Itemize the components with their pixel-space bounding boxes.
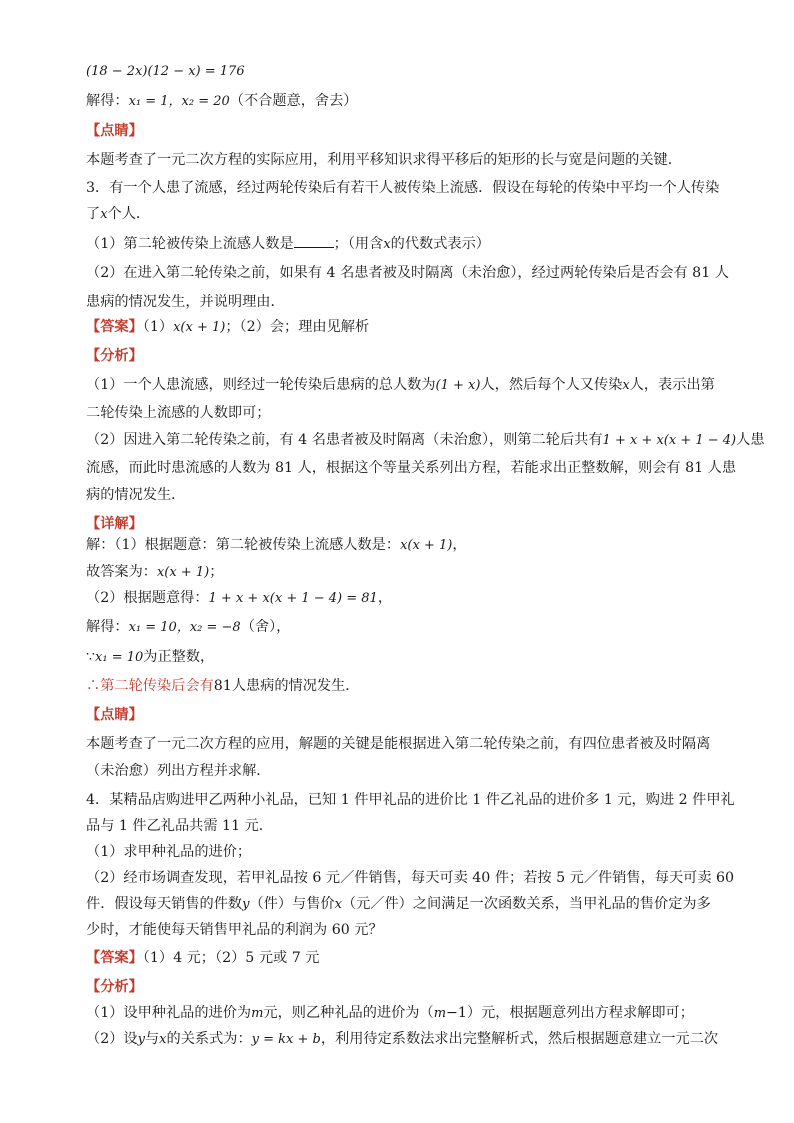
because-symbol: ∵ — [86, 649, 96, 665]
text: ， — [377, 590, 393, 606]
paragraph-line — [86, 205, 716, 224]
text: 解得： — [86, 93, 129, 109]
sub-question-line: （1）求甲种礼品的进价； — [86, 844, 252, 860]
text: 解：（1）根据题意：第二轮被传染上流感人数是： — [86, 537, 401, 553]
equation: y = kx + b — [251, 1032, 321, 1047]
text: 81 — [213, 678, 232, 694]
section-tag — [86, 347, 716, 365]
answer-blank — [294, 235, 334, 248]
paragraph-line — [86, 376, 716, 395]
text: 人患病的情况发生． — [231, 678, 360, 694]
text: （1）第二轮被传染上流感人数是 — [86, 236, 294, 252]
variable: x — [622, 378, 630, 393]
variable: x — [383, 237, 391, 252]
text: （不合题意，舍去） — [229, 93, 358, 109]
text: （2）根据题意得： — [86, 590, 209, 606]
tag-analysis: 【分析】 — [86, 979, 143, 995]
text: （1）设甲种礼品的进价为 — [86, 1005, 252, 1021]
text: （1）4 元；（2）5 元或 7 元 — [142, 950, 320, 966]
solution-line — [86, 92, 716, 111]
text: 人，然后每个人又传染 — [480, 377, 623, 393]
text: （2）设 — [86, 1031, 138, 1047]
equation: x₁ = 1，x₂ = 20 — [128, 94, 230, 109]
text: ，利用待定系数法求出完整解析式，然后根据题意建立一元二次 — [320, 1031, 719, 1047]
section-tag — [86, 515, 716, 533]
text: ∴第二轮传染后会有 — [86, 678, 214, 694]
text: ， — [452, 537, 467, 553]
text: ；（2）会；理由见解析 — [225, 319, 370, 335]
text: 件．假设每天销售的件数 — [86, 896, 243, 912]
tag-answer: 【答案】 — [86, 950, 143, 966]
text: （2）因进入第二轮传染之前，有 4 名患者被及时隔离（未治愈），则第二轮后共有 — [86, 432, 603, 448]
equation: (1 + x) — [435, 378, 481, 393]
text: ； — [209, 564, 224, 580]
equation: x₁ = 10，x₂ = −8 — [128, 620, 241, 635]
paragraph-line — [86, 589, 716, 608]
paragraph-line: 二轮传染上流感的人数即可； — [86, 405, 271, 421]
variable: m — [251, 1006, 264, 1021]
variable: x — [334, 897, 342, 912]
equation: x(x + 1) — [173, 320, 226, 335]
variable: y — [242, 897, 250, 912]
equation: 1 + x + x(x + 1 − 4) = 81 — [208, 591, 378, 606]
paragraph-line — [86, 1004, 716, 1023]
text: （1） — [142, 319, 174, 335]
paragraph-line: 少时，才能使每天销售甲礼品的利润为 60 元？ — [86, 922, 383, 938]
text: 元，则乙种礼品的进价为（ — [263, 1005, 434, 1021]
paragraph-line: 本题考查了一元二次方程的应用，解题的关键是能根据进入第二轮传染之前，有四位患者被及时隔离 — [86, 736, 711, 752]
paragraph-line — [86, 648, 716, 667]
paragraph-line: 病的情况发生． — [86, 487, 186, 503]
sub-question-line: （2）在进入第二轮传染之前，如果有 4 名患者被及时隔离（未治愈），经过两轮传染后是否会有 81 人 — [86, 265, 729, 281]
paragraph-line — [86, 563, 716, 582]
variable: y — [137, 1032, 145, 1047]
equation: x(x + 1) — [400, 538, 453, 553]
text: （舍）， — [240, 619, 291, 635]
equation: 1 + x + x(x + 1 − 4) — [602, 433, 737, 448]
text: 的关系式为： — [166, 1031, 252, 1047]
paragraph-line — [86, 1030, 719, 1049]
sub-question-line: （2）经市场调查发现，若甲礼品按 6 元／件销售，每天可卖 40 件；若按 5 元／件销售，每天可卖 60 — [86, 870, 735, 886]
answer-line — [86, 318, 716, 337]
text: 故答案为： — [86, 564, 157, 580]
equation-line — [86, 62, 716, 81]
text: 的代数式表示） — [390, 236, 490, 252]
paragraph-line — [86, 618, 716, 637]
text: 与 — [144, 1031, 160, 1047]
tag-answer: 【答案】 — [86, 319, 143, 335]
paragraph-line: 流感，而此时患流感的人数为 81 人，根据这个等量关系列出方程，若能求出正整数解，则会有 81 人患 — [86, 460, 737, 476]
paragraph-line — [86, 431, 765, 450]
question-4-line: 4．某精品店购进甲乙两种小礼品，已知 1 件甲礼品的进价比 1 件乙礼品的进价多 1 元，购进 2 件甲礼 — [86, 792, 735, 808]
answer-line — [86, 949, 716, 967]
text: 人，表示出第 — [629, 377, 715, 393]
text: 了 — [86, 206, 101, 222]
variable: x — [159, 1032, 167, 1047]
equation: (18 − 2x)(12 − x) = 176 — [86, 64, 245, 79]
text: 人患 — [736, 432, 765, 448]
text: −1）元，根据题意列出方程求解即可； — [446, 1005, 694, 1021]
text: 解得： — [86, 619, 129, 635]
text: （1）一个人患流感，则经过一轮传染后患病的总人数为 — [86, 377, 436, 393]
tag-detail: 【详解】 — [86, 516, 143, 532]
text: 为正整数， — [143, 649, 215, 665]
text: 个人． — [107, 206, 151, 222]
tag-dianjing: 【点睛】 — [86, 707, 143, 723]
variable: m — [433, 1006, 447, 1021]
paragraph-line: 品与 1 件乙礼品共需 11 元． — [86, 818, 273, 834]
text: （元／件）之间满足一次函数关系，当甲礼品的售价定为多 — [341, 896, 711, 912]
question-3-line: 3．有一个人患了流感，经过两轮传染后有若干人被传染上流感．假设在每轮的传染中平均一个人传染 — [86, 180, 720, 196]
equation: x₁ = 10 — [95, 650, 144, 665]
section-tag — [86, 706, 716, 724]
paragraph-line — [86, 895, 716, 914]
paragraph-line: 患病的情况发生，并说明理由． — [86, 294, 285, 310]
paragraph-line — [86, 536, 716, 555]
conclusion-line — [86, 677, 716, 695]
tag-dianjing: 【点睛】 — [86, 123, 143, 139]
section-tag — [86, 978, 716, 996]
paragraph-line: 本题考查了一元二次方程的实际应用，利用平移知识求得平移后的矩形的长与宽是问题的关键． — [86, 152, 682, 168]
text: （件）与售价 — [249, 896, 335, 912]
variable: x — [100, 207, 108, 222]
equation: x(x + 1) — [156, 565, 210, 580]
sub-question-line — [86, 235, 716, 254]
text: ；（用含 — [333, 236, 384, 252]
tag-analysis: 【分析】 — [86, 348, 143, 364]
section-tag — [86, 122, 716, 140]
paragraph-line: （未治愈）列出方程并求解． — [86, 763, 271, 779]
